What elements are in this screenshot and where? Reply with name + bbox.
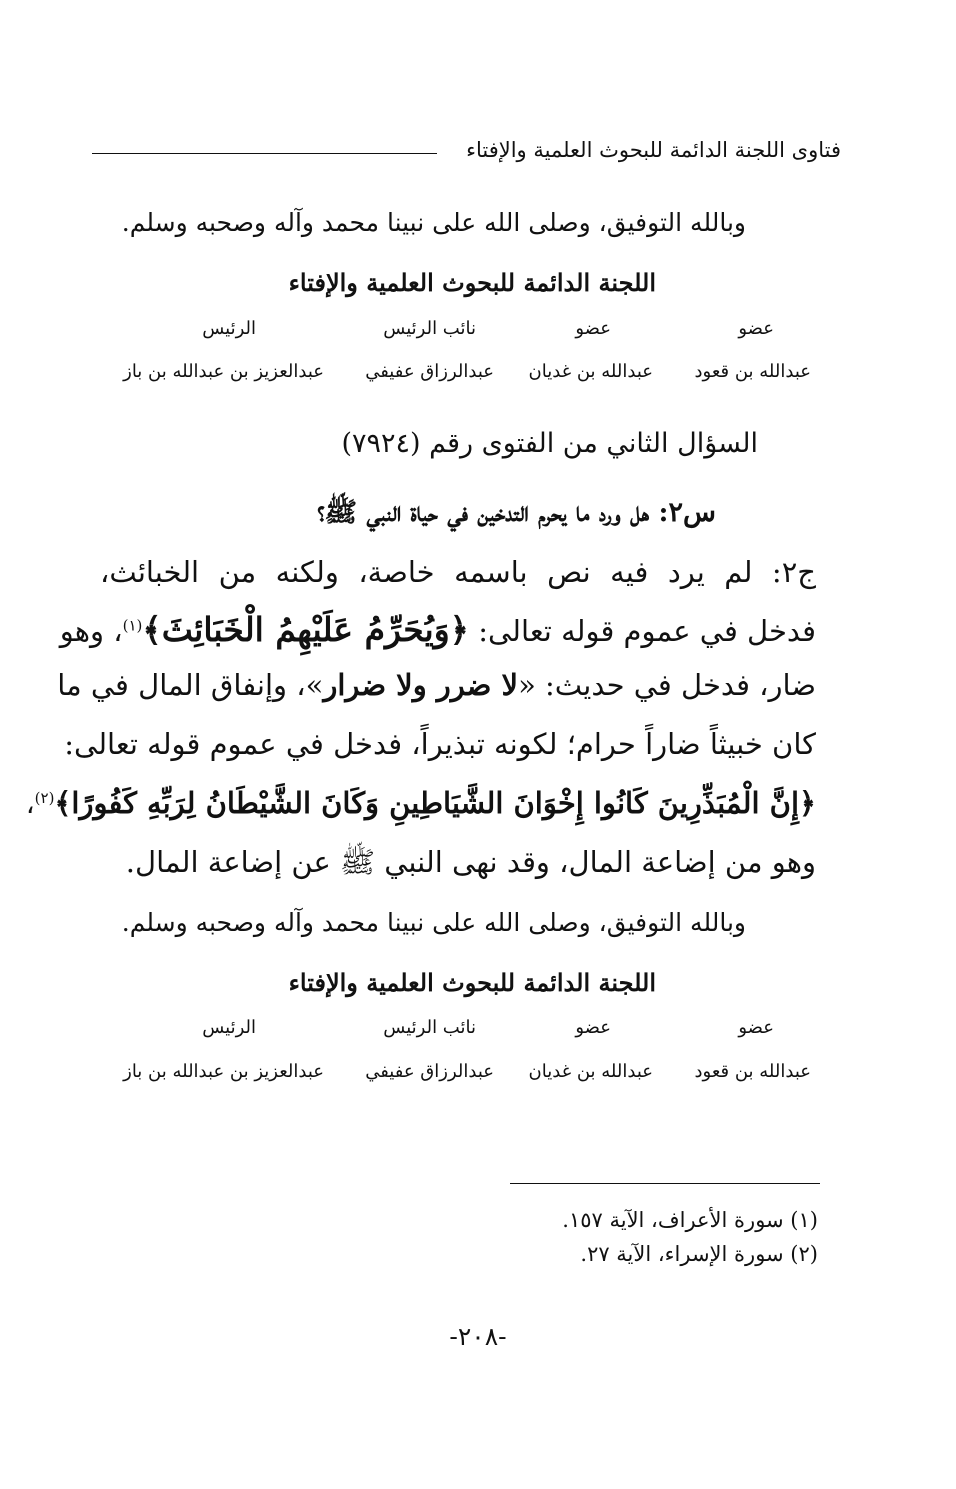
answer-text: ضار، فدخل في حديث: « (518, 668, 816, 702)
signature-role: عضو (575, 318, 611, 339)
answer-line: وهو من إضاعة المال، وقد نهى النبي ﷺ عن إضاعة المال. (125, 845, 816, 879)
quran-verse: ﴿وَيُحَرِّمُ عَلَيْهِمُ الْخَبَائِثَ﴾ (142, 610, 469, 649)
hadith-text: لا ضرر ولا ضرار (323, 668, 519, 702)
signature-role: عضو (738, 1017, 774, 1038)
answer-text: فدخل في عموم قوله تعالى: (468, 614, 816, 648)
answer-text: ، (25, 789, 35, 820)
signature-role: نائب الرئيس (383, 1017, 476, 1038)
closing-formula: وبالله التوفيق، وصلى الله على نبينا محمد وآله وصحبه وسلم. (121, 208, 746, 237)
footnote: (١) سورة الأعراف، الآية ١٥٧. (562, 1208, 818, 1232)
fatwa-question-number: السؤال الثاني من الفتوى رقم (٧٩٢٤) (341, 428, 758, 459)
answer-text: ، وهو (59, 614, 123, 648)
signature-name: عبدالعزيز بن عبدالله بن باز (123, 1061, 324, 1082)
page-number: -٢٠٨- (449, 1322, 507, 1351)
signature-name: عبدالعزيز بن عبدالله بن باز (123, 361, 324, 382)
signature-name: عبدالله بن قعود (694, 361, 811, 382)
answer-text: »، وإنفاق المال في ما (57, 668, 324, 702)
signature-role: عضو (738, 318, 774, 339)
question-text: س٢: هل ورد ما يحرم التدخين في حياة النبي ﷺ؟ (317, 497, 716, 528)
closing-formula: وبالله التوفيق، وصلى الله على نبينا محمد وآله وصحبه وسلم. (121, 908, 746, 937)
footnote-ref: (٢) (34, 789, 55, 807)
answer-line: ج٢: لم يرد فيه نص باسمه خاصة، ولكنه من الخبائث، (100, 555, 816, 589)
signature-name: عبدالله بن قعود (694, 1061, 811, 1082)
footnote-ref: (١) (122, 616, 143, 635)
committee-title: اللجنة الدائمة للبحوث العلمية والإفتاء (288, 268, 656, 297)
signature-role: عضو (575, 1017, 611, 1038)
signature-name: عبدالرزاق عفيفي (365, 361, 494, 382)
running-header: فتاوى اللجنة الدائمة للبحوث العلمية والإفتاء (466, 138, 841, 162)
signature-name: عبدالله بن غديان (528, 361, 653, 382)
quran-verse: ﴿إِنَّ الْمُبَذِّرِينَ كَانُوا إِخْوَانَ الشَّيَاطِينِ وَكَانَ الشَّيْطَانُ لِرَبِّهِ كَفُورًا﴾ (54, 786, 816, 820)
answer-line: كان خبيثاً ضاراً حرام؛ لكونه تبذيراً، فدخل في عموم قوله تعالى: (64, 727, 816, 761)
committee-title: اللجنة الدائمة للبحوث العلمية والإفتاء (288, 968, 656, 997)
signature-role: نائب الرئيس (383, 318, 476, 339)
answer-line (57, 668, 816, 702)
footnote: (٢) سورة الإسراء، الآية ٢٧. (580, 1242, 818, 1266)
footnote-rule (510, 1183, 820, 1184)
signature-name: عبدالله بن غديان (528, 1061, 653, 1082)
signature-role: الرئيس (202, 318, 256, 339)
header-rule (92, 153, 437, 154)
signature-role: الرئيس (202, 1017, 256, 1038)
signature-name: عبدالرزاق عفيفي (365, 1061, 494, 1082)
answer-line (59, 610, 816, 649)
answer-line (25, 786, 816, 820)
